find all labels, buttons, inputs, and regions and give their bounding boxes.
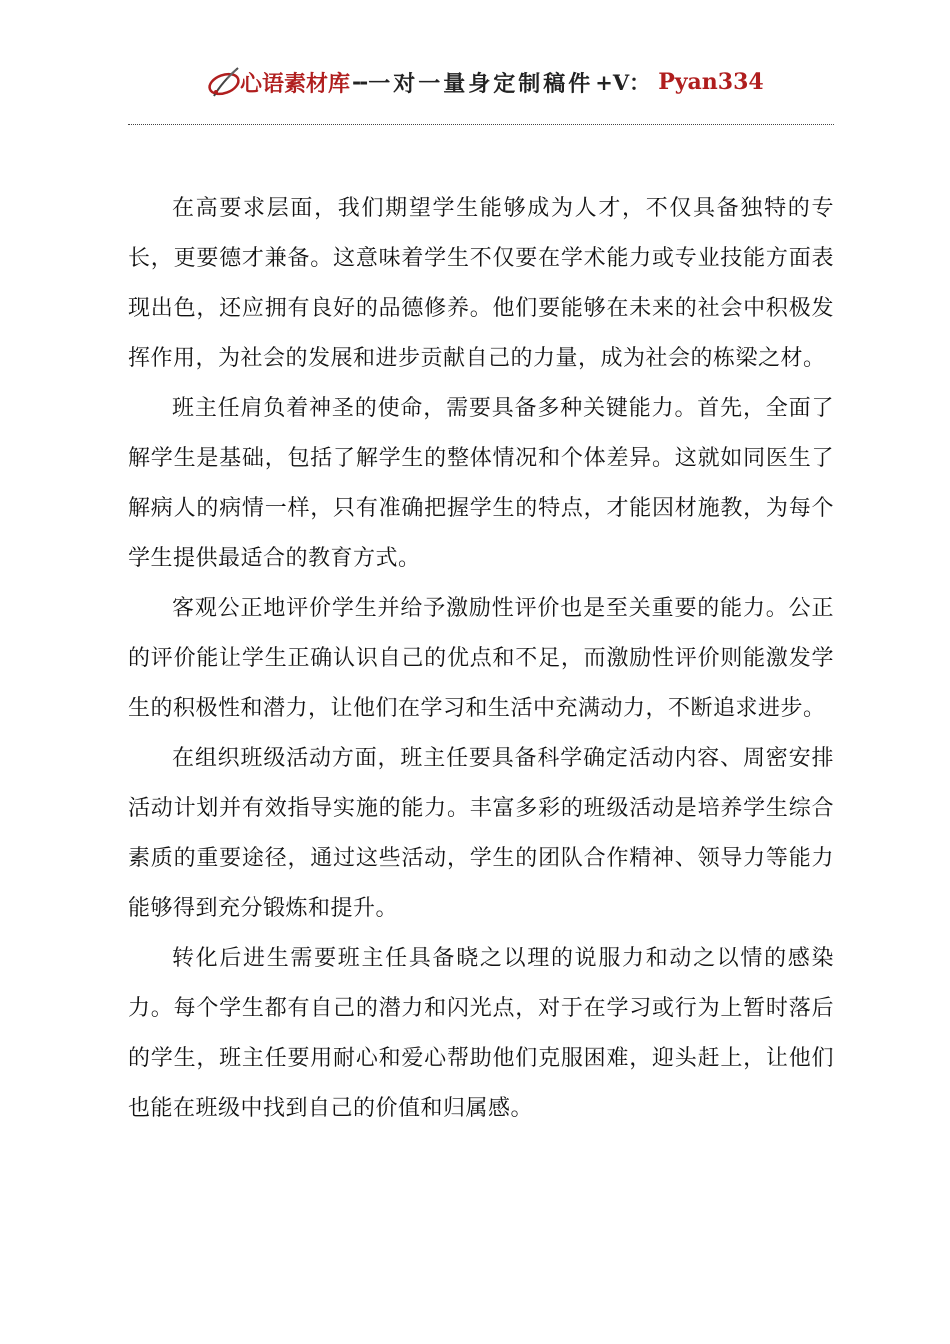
page-header [204,62,764,102]
paragraph-2: 班主任肩负着神圣的使命，需要具备多种关键能力。首先，全面了解学生是基础，包括了解学生的整体情况和个体差异。这就如同医生了解病人的病情一样，只有准确把握学生的特点，才能因材施教，为每个学生提供最适合的教育方式。 [128,396,834,571]
paragraph-3: 客观公正地评价学生并给予激励性评价也是至关重要的能力。公正的评价能让学生正确认识自己的优点和不足，而激励性评价则能激发学生的积极性和潜力，让他们在学习和生活中充满动力，不断追求进步。 [128,596,834,721]
header-separator: -- [352,69,367,95]
quill-logo-icon [204,62,244,102]
header-divider [128,124,834,125]
brand-name: 心语素材库 [240,70,351,97]
contact-label: +V： [595,70,651,95]
document-body [128,184,834,1134]
paragraph-4: 在组织班级活动方面，班主任要具备科学确定活动内容、周密安排活动计划并有效指导实施的能力。丰富多彩的班级活动是培养学生综合素质的重要途径，通过这些活动，学生的团队合作精神、领导力等能力能够得到充分锻炼和提升。 [128,746,834,921]
paragraph-1: 在高要求层面，我们期望学生能够成为人才，不仅具备独特的专长，更要德才兼备。这意味着学生不仅要在学术能力或专业技能方面表现出色，还应拥有良好的品德修养。他们要能够在未来的社会中积极发挥作用，为社会的发展和进步贡献自己的力量，成为社会的栋梁之材。 [128,196,834,371]
paragraph-5: 转化后进生需要班主任具备晓之以理的说服力和动之以情的感染力。每个学生都有自己的潜力和闪光点，对于在学习或行为上暂时落后的学生，班主任要用耐心和爱心帮助他们克服困难，迎头赶上，让他们也能在班级中找到自己的价值和归属感。 [128,946,834,1121]
contact-id: Pyan334 [658,69,764,95]
header-tagline: 一对一量身定制稿件 [368,70,594,97]
